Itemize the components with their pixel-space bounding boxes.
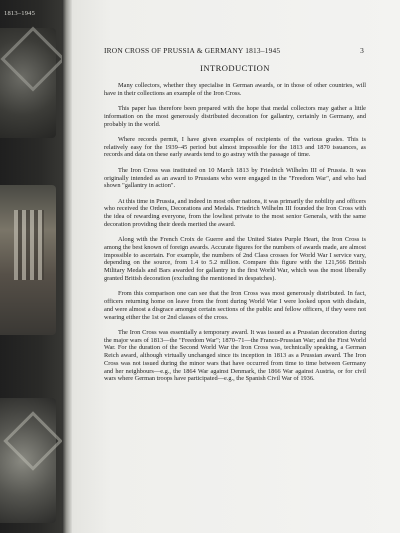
facing-page-header: 1813–1945	[4, 10, 36, 17]
facing-page	[0, 0, 68, 533]
paragraph: Along with the French Croix de Guerre and the United States Purple Heart, the Iron Cross is among the best known of foreign awards. Accurate figures for the numbers of awards made, are almost impossible to ascertain. For example, the numbers of 2nd Class crosses for World War I service vary, depending on the source, from 1.4 to 5.2 million. Compare this figure with the 121,566 British Military Medals and Bars awarded for gallantry in the first World War, which was the most liberally granted British decoration (excluding the mentioned in despatches).	[104, 236, 366, 282]
paragraph: Many collectors, whether they specialise in German awards, or in those of other countries, will have in their collections an example of the Iron Cross.	[104, 82, 366, 97]
section-title: INTRODUCTION	[200, 63, 270, 73]
paragraph: From this comparison one can see that the Iron Cross was most generously distributed. In fact, officers returning home on leave from the front during World War I were looked upon with disdain, and were almost a disgrace amongst certain sections of the public and fellow officers, if they were not wearing either the 1st or 2nd classes of the cross.	[104, 290, 366, 321]
paragraph: The Iron Cross was instituted on 10 March 1813 by Friedrich Wilhelm III of Prussia. It was originally intended as an award to Prussians who were engaged in the "Freedom War", and who had shown "gallantry in action".	[104, 166, 366, 190]
paragraph: Where records permit, I have given examples of recipients of the various grades. This is relatively easy for the 1939–45 period but almost impossible for the 1813 and 1870 issuances, as records and data on these early awards tend to go astray with the passage of time.	[104, 135, 366, 159]
paragraph: The Iron Cross was essentially a temporary award. It was issued as a Prussian decoration during the major wars of 1813—the "Freedom War"; 1870–71—the Franco-Prussian War; and the First World War. For the duration of the Second World War the Iron Cross was, technically speaking, a German Reich award, although virtually unchanged since its inception in 1813 as a Prussian award. The Iron Cross was not issued during the minor wars that have occurred from time to time between Germany and her neighbours—e.g., the 1864 War against Denmark, the 1866 War against Austria, or for civil wars where German troops have participated—e.g., the Spanish Civil War of 1936.	[104, 328, 366, 383]
running-head-title: IRON CROSS OF PRUSSIA & GERMANY 1813–1945	[104, 46, 281, 55]
paragraph: This paper has therefore been prepared with the hope that medal collectors may gather a little information on the most generously distributed decoration for gallantry, certainly in Germany, and probably in the world.	[104, 105, 366, 128]
body-text	[104, 82, 366, 391]
ribbon-icon	[14, 210, 44, 280]
paragraph: At this time in Prussia, and indeed in most other nations, it was primarily the nobility and officers who received the Orders, Decorations and Medals. Friedrich Wilhelm III founded the Iron Cross with the idea of rewarding everyone, from the lowliest private to the most senior Generals, with the same decoration providing their deeds merited the award.	[104, 197, 366, 228]
page-number: 3	[360, 46, 364, 55]
running-head	[104, 46, 364, 55]
book-gutter	[62, 0, 72, 533]
